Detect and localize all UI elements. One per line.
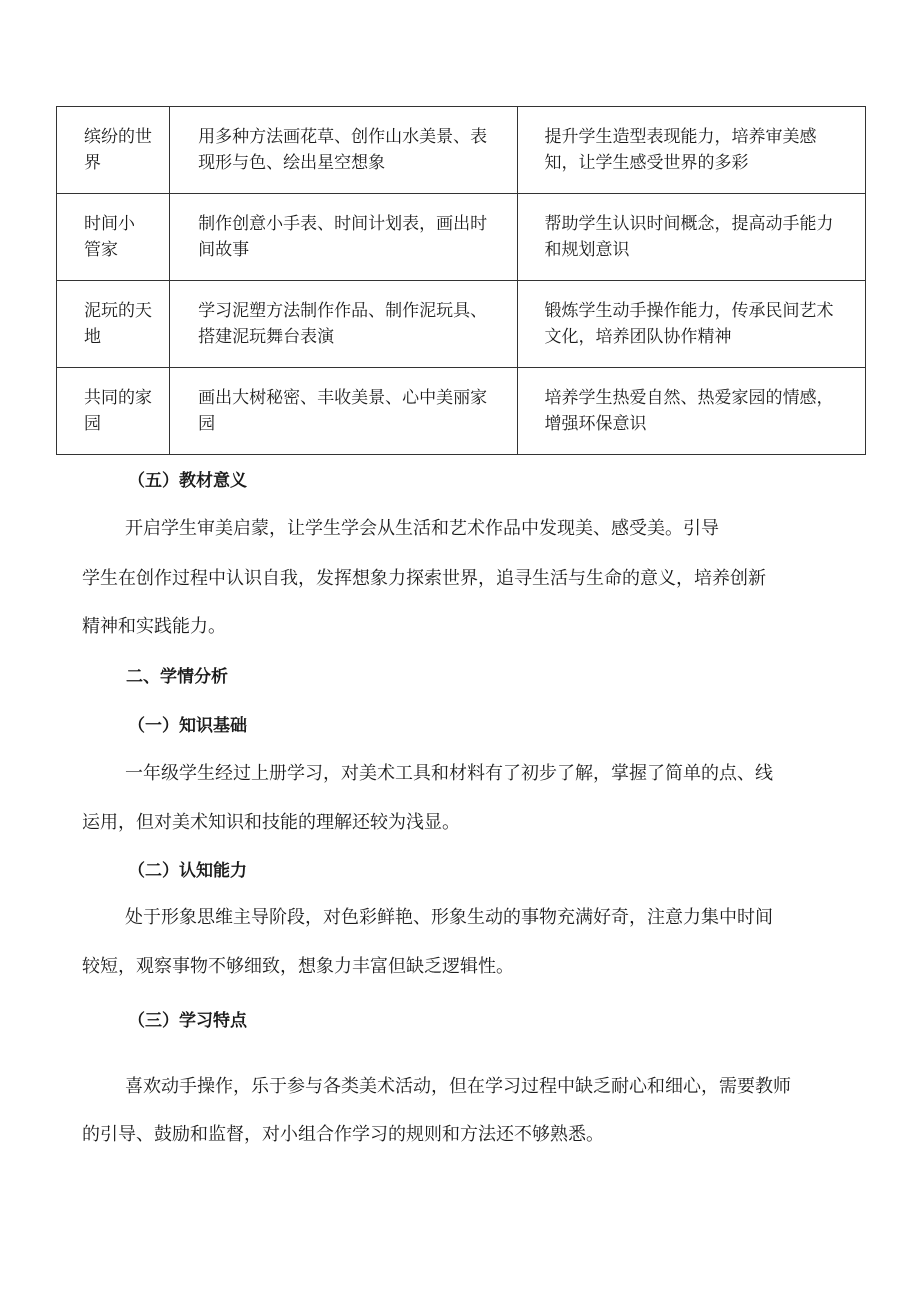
unit-content-cell: 制作创意小手表、时间计划表，画出时 间故事 [170,194,517,281]
unit-goal-cell: 提升学生造型表现能力，培养审美感 知，让学生感受世界的多彩 [517,107,865,194]
paragraph-line: 运用，但对美术知识和技能的理解还较为浅显。 [82,812,460,833]
curriculum-units-table [56,106,866,455]
paragraph-line: 开启学生审美启蒙，让学生学会从生活和艺术作品中发现美、感受美。引导 [125,518,719,539]
section-heading-cognitive-ability: （二）认知能力 [128,861,247,881]
paragraph-line: 精神和实践能力。 [82,616,226,637]
section-heading-knowledge-base: （一）知识基础 [128,716,247,736]
unit-name-cell: 缤纷的世 界 [57,107,170,194]
paragraph-line: 一年级学生经过上册学习，对美术工具和材料有了初步了解，掌握了简单的点、线 [125,763,773,784]
unit-name-cell: 共同的家 园 [57,368,170,455]
unit-name-cell: 时间小 管家 [57,194,170,281]
paragraph-line: 的引导、鼓励和监督，对小组合作学习的规则和方法还不够熟悉。 [82,1124,604,1145]
unit-content-cell: 画出大树秘密、丰收美景、心中美丽家 园 [170,368,517,455]
paragraph-line: 处于形象思维主导阶段，对色彩鲜艳、形象生动的事物充满好奇，注意力集中时间 [125,907,773,928]
unit-content-cell: 用多种方法画花草、创作山水美景、表 现形与色、绘出星空想象 [170,107,517,194]
table-row [57,281,866,368]
unit-goal-cell: 锻炼学生动手操作能力，传承民间艺术 文化，培养团队协作精神 [517,281,865,368]
table-row [57,107,866,194]
paragraph-line: 较短，观察事物不够细致，想象力丰富但缺乏逻辑性。 [82,956,514,977]
unit-content-cell: 学习泥塑方法制作作品、制作泥玩具、 搭建泥玩舞台表演 [170,281,517,368]
unit-goal-cell: 培养学生热爱自然、热爱家园的情感， 增强环保意识 [517,368,865,455]
table-row [57,368,866,455]
unit-goal-cell: 帮助学生认识时间概念，提高动手能力 和规划意识 [517,194,865,281]
unit-name-cell: 泥玩的天 地 [57,281,170,368]
section-heading-textbook-significance: （五）教材意义 [128,471,247,491]
paragraph-line: 学生在创作过程中认识自我，发挥想象力探索世界，追寻生活与生命的意义，培养创新 [82,568,766,589]
chapter-heading-learning-analysis: 二、学情分析 [126,667,228,687]
table-row [57,194,866,281]
paragraph-line: 喜欢动手操作，乐于参与各类美术活动，但在学习过程中缺乏耐心和细心，需要教师 [125,1076,791,1097]
section-heading-learning-traits: （三）学习特点 [128,1011,247,1031]
